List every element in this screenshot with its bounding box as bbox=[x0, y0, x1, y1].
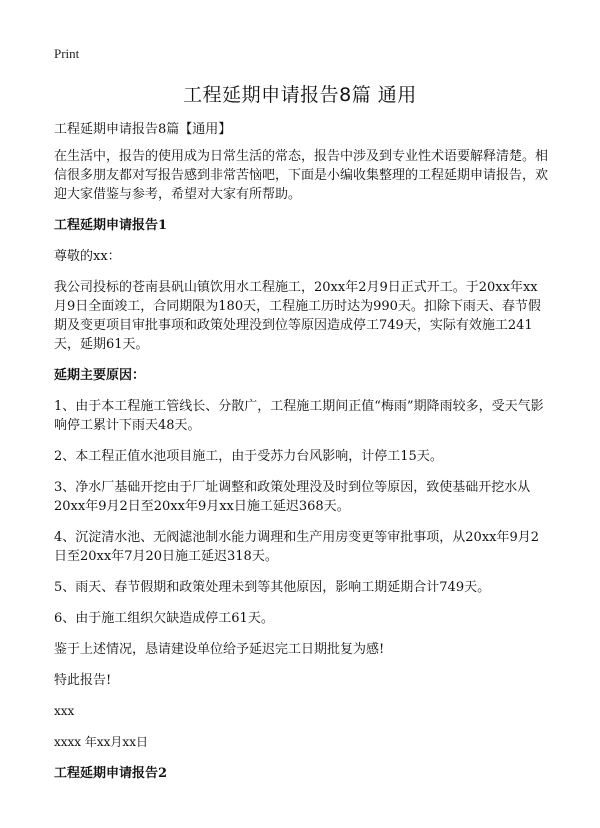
reason-item: 4、沉淀清水池、无阀滤池制水能力调理和生产用房变更等审批事项，从20xx年9月2日至20xx年7月20日施工延迟318天。 bbox=[54, 530, 540, 564]
reason-item: 5、雨天、春节假期和政策处理未到等其他原因，影响工期延期合计749天。 bbox=[54, 580, 491, 595]
report1-body: 我公司投标的苍南县矾山镇饮用水工程施工，20xx年2月9日正式开工。于20xx年xx月9日全面竣工，合同期限为180天，工程施工历时达为990天。扣除下雨天、春节假期及变更项目审批事项和政策处理没到位等原因造成停工749天，实际有效施工241天，延期61天。 bbox=[54, 280, 541, 352]
article-body bbox=[54, 120, 550, 795]
closing-line: 特此报告! bbox=[54, 673, 112, 688]
date-line: xxxx 年xx月xx日 bbox=[54, 735, 148, 749]
reason-item: 2、本工程正值水池项目施工，由于受苏力台风影响，计停工15天。 bbox=[54, 449, 443, 464]
signature: xxx bbox=[54, 704, 75, 718]
print-link[interactable]: Print bbox=[54, 46, 80, 61]
page-title: 工程延期申请报告8篇 通用 bbox=[183, 84, 417, 106]
reasons-heading: 延期主要原因： bbox=[54, 368, 146, 383]
reason-item: 3、净水厂基础开挖由于厂址调整和政策处理没及时到位等原因，致使基础开挖水从20xx年9月2日至20xx年9月xx日施工延迟368天。 bbox=[54, 480, 531, 514]
conclusion-paragraph: 鉴于上述情况，恳请建设单位给予延迟完工日期批复为感! bbox=[54, 642, 385, 657]
report2-heading: 工程延期申请报告2 bbox=[54, 766, 168, 781]
reason-item: 6、由于施工组织欠缺造成停工61天。 bbox=[54, 611, 274, 626]
reason-item: 1、由于本工程施工管线长、分散广，工程施工期间正值“梅雨”期降雨较多，受天气影响停工累计下雨天48天。 bbox=[54, 399, 544, 433]
subtitle: 工程延期申请报告8篇【通用】 bbox=[54, 122, 232, 137]
report1-greeting: 尊敬的xx： bbox=[54, 249, 121, 264]
intro-paragraph: 在生活中，报告的使用成为日常生活的常态，报告中涉及到专业性术语要解释清楚。相信很多朋友都对写报告感到非常苦恼吧，下面是小编收集整理的工程延期申请报告，欢迎大家借鉴与参考，希望对大家有所帮助。 bbox=[54, 149, 549, 202]
report1-heading: 工程延期申请报告1 bbox=[54, 218, 168, 233]
